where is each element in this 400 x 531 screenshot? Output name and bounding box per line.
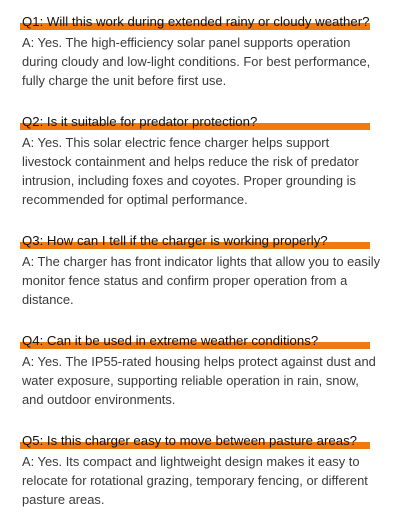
faq-question-5 [22, 431, 370, 451]
faq-question-text: Q3: How can I tell if the charger is working properly? [22, 233, 328, 248]
faq-question-text: Q5: Is this charger easy to move between pasture areas? [22, 433, 357, 448]
faq-question-text: Q2: Is it suitable for predator protection? [22, 114, 258, 129]
faq-answer-4: A: Yes. The IP55-rated housing helps protect against dust and water exposure, supporting reliable operation in rain, snow, and outdoor environments. [22, 354, 376, 407]
faq-answer-2: A: Yes. This solar electric fence charger helps support livestock containment and helps reduce the risk of predator intrusion, including foxes and coyotes. Proper grounding is recommended for optimal performance. [22, 135, 359, 207]
faq-answer-5: A: Yes. Its compact and lightweight design makes it easy to relocate for rotational grazing, temporary fencing, or different pasture areas. [22, 454, 368, 507]
faq-answer-1: A: Yes. The high-efficiency solar panel supports operation during cloudy and low-light conditions. For best performance, fully charge the unit before first use. [22, 35, 371, 88]
faq-question-2 [22, 112, 370, 132]
faq-question-4 [22, 331, 370, 351]
faq-question-text: Q4: Can it be used in extreme weather conditions? [22, 333, 319, 348]
faq-question-text: Q1: Will this work during extended rainy or cloudy weather? [22, 14, 370, 29]
faq-item-4 [22, 331, 382, 409]
faq-item-1 [22, 12, 382, 90]
faq-question-1 [22, 12, 370, 32]
faq-item-3 [22, 231, 382, 309]
faq-list [22, 12, 382, 531]
faq-question-3 [22, 231, 370, 251]
faq-answer-3: A: The charger has front indicator lights that allow you to easily monitor fence status and confirm proper operation from a distance. [22, 254, 381, 307]
faq-item-5 [22, 431, 382, 509]
faq-item-2 [22, 112, 382, 209]
